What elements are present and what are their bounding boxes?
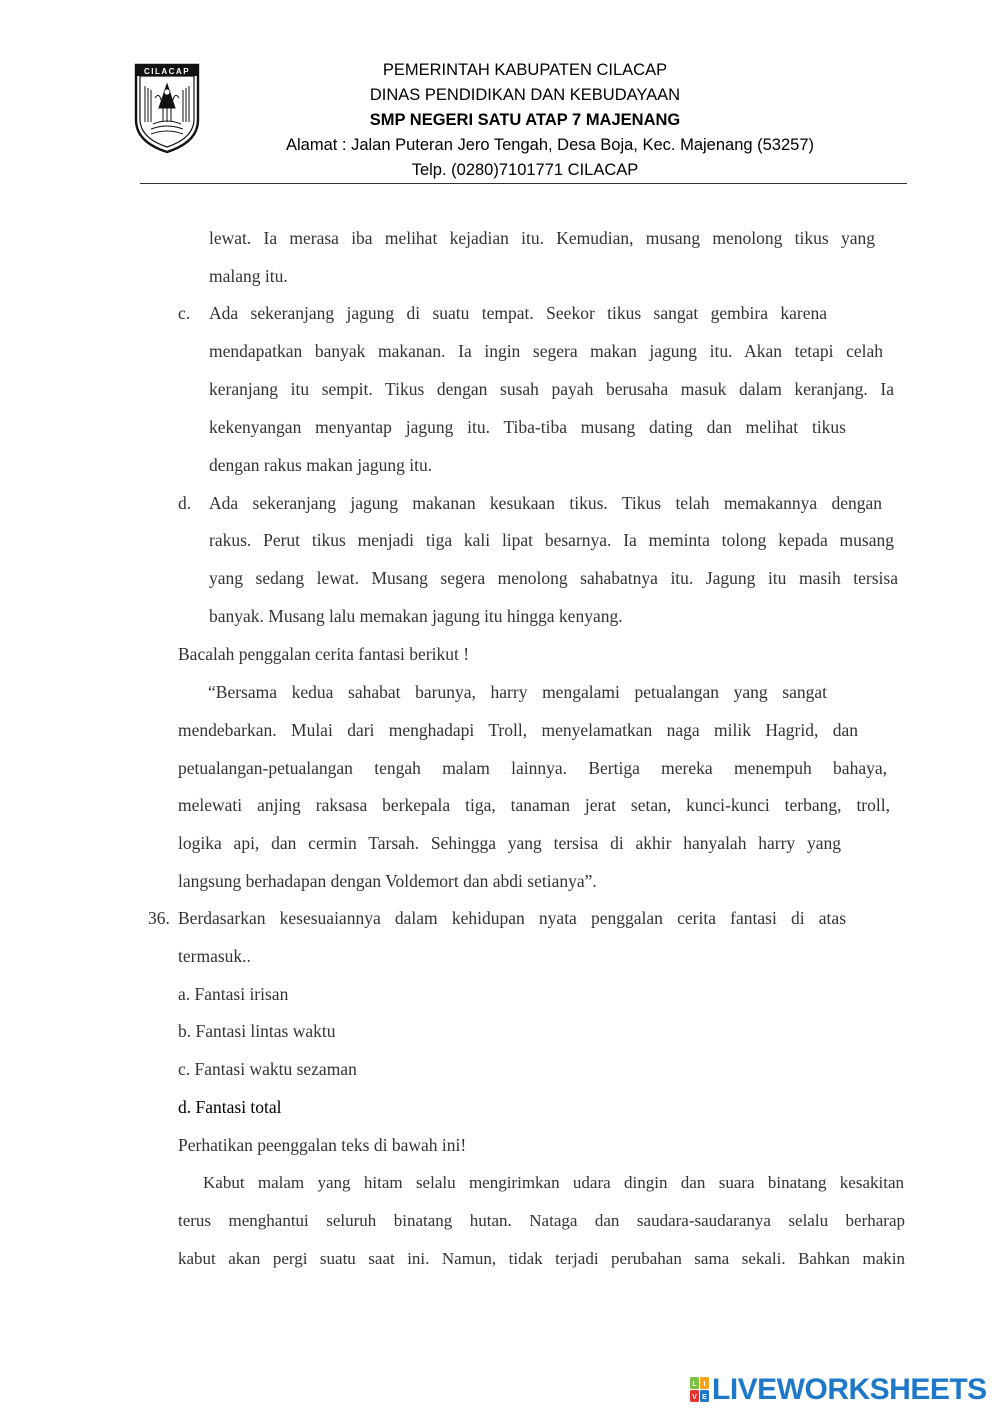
answer-option-c[interactable]: c. Fantasi waktu sezaman bbox=[178, 1059, 357, 1079]
question-text: Berdasarkan kesesuaiannya dalam kehidupan nyata penggalan cerita fantasi di atas bbox=[178, 908, 846, 928]
svg-text:I: I bbox=[703, 1381, 706, 1388]
question-text: termasuk.. bbox=[178, 946, 251, 966]
svg-text:E: E bbox=[702, 1394, 707, 1401]
question-number: 36. bbox=[148, 908, 170, 928]
option-d-line: banyak. Musang lalu memakan jagung itu hingga kenyang. bbox=[209, 606, 623, 626]
liveworksheets-logo-icon bbox=[690, 1377, 710, 1403]
school-address: Alamat : Jalan Puteran Jero Tengah, Desa Boja, Kec. Majenang (53257) bbox=[285, 136, 815, 154]
answer-option-a[interactable]: a. Fantasi irisan bbox=[178, 984, 289, 1004]
option-c-marker: c. bbox=[178, 303, 191, 323]
passage-line: “Bersama kedua sahabat barunya, harry mengalami petualangan yang sangat bbox=[208, 682, 827, 702]
letterhead bbox=[140, 58, 910, 183]
option-c-line: keranjang itu sempit. Tikus dengan susah payah berusaha masuk dalam keranjang. Ia bbox=[209, 379, 894, 399]
option-d-marker: d. bbox=[178, 493, 192, 513]
answer-option-b[interactable]: b. Fantasi lintas waktu bbox=[178, 1021, 336, 1041]
school-phone: Telp. (0280)7101771 CILACAP bbox=[411, 161, 639, 179]
option-c-line: mendapatkan banyak makanan. Ia ingin segera makan jagung itu. Akan tetapi celah bbox=[209, 341, 883, 361]
passage-line: terus menghantui seluruh binatang hutan. Nataga dan saudara-saudaranya selalu berharap bbox=[178, 1211, 905, 1230]
option-b-line: malang itu. bbox=[209, 266, 288, 286]
passage-line: petualangan-petualangan tengah malam lainnya. Bertiga mereka menempuh bahaya, bbox=[178, 758, 887, 778]
svg-text:CILACAP: CILACAP bbox=[143, 67, 191, 76]
liveworksheets-brand: LIVEWORKSHEETS bbox=[712, 1373, 987, 1406]
option-c-line: dengan rakus makan jagung itu. bbox=[209, 455, 433, 475]
passage-line: Kabut malam yang hitam selalu mengirimkan udara dingin dan suara binatang kesakitan bbox=[203, 1173, 904, 1192]
header-divider bbox=[140, 183, 907, 184]
answer-option-d[interactable]: d. Fantasi total bbox=[178, 1097, 282, 1117]
department-name: DINAS PENDIDIKAN DAN KEBUDAYAAN bbox=[369, 86, 681, 104]
reading-instruction: Bacalah penggalan cerita fantasi berikut ! bbox=[178, 644, 470, 664]
liveworksheets-watermark bbox=[690, 1374, 987, 1406]
government-name: PEMERINTAH KABUPATEN CILACAP bbox=[382, 61, 668, 79]
option-d-line: rakus. Perut tikus menjadi tiga kali lipat besarnya. Ia meminta tolong kepada musang bbox=[209, 530, 894, 550]
option-d-line: Ada sekeranjang jagung makanan kesukaan tikus. Tikus telah memakannya dengan bbox=[209, 493, 882, 513]
passage-line: logika api, dan cermin Tarsah. Sehingga yang tersisa di akhir hanyalah harry yang bbox=[178, 833, 841, 853]
option-d-line: yang sedang lewat. Musang segera menolong sahabatnya itu. Jagung itu masih tersisa bbox=[209, 568, 898, 588]
svg-text:L: L bbox=[692, 1381, 697, 1388]
school-name: SMP NEGERI SATU ATAP 7 MAJENANG bbox=[369, 111, 681, 129]
passage-line: melewati anjing raksasa berkepala tiga, tanaman jerat setan, kunci-kunci terbang, troll, bbox=[178, 795, 890, 815]
option-c-line: Ada sekeranjang jagung di suatu tempat. Seekor tikus sangat gembira karena bbox=[209, 303, 827, 323]
option-c-line: kekenyangan menyantap jagung itu. Tiba-tiba musang dating dan melihat tikus bbox=[209, 417, 846, 437]
option-b-line: lewat. Ia merasa iba melihat kejadian itu. Kemudian, musang menolong tikus yang bbox=[209, 228, 875, 248]
passage-line: langsung berhadapan dengan Voldemort dan abdi setianya”. bbox=[178, 871, 597, 891]
passage-line: mendebarkan. Mulai dari menghadapi Troll, menyelamatkan naga milik Hagrid, dan bbox=[178, 720, 858, 740]
reading-instruction: Perhatikan peenggalan teks di bawah ini! bbox=[178, 1135, 467, 1155]
svg-text:V: V bbox=[692, 1394, 697, 1401]
passage-line: kabut akan pergi suatu saat ini. Namun, tidak terjadi perubahan sama sekali. Bahkan makin bbox=[178, 1249, 905, 1268]
